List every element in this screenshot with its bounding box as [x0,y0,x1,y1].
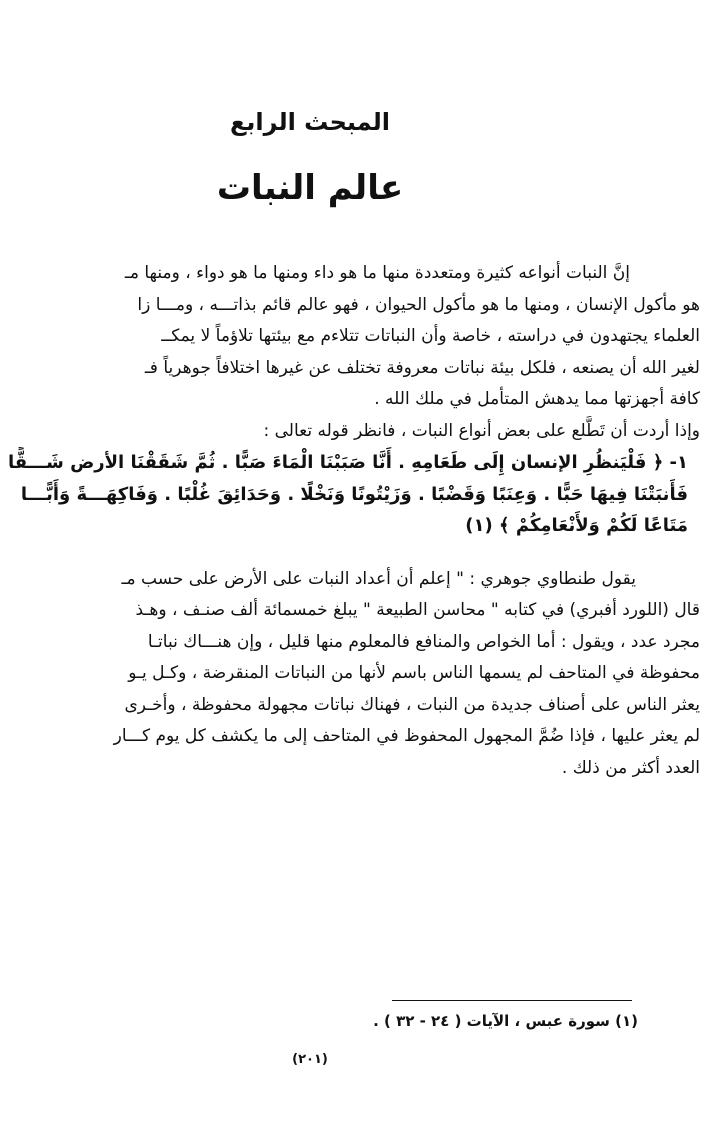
text-line: هو مأكول الإنسان ، ومنها ما هو مأكول الحيوان ، فهو عالم قائم بذاتـــه ، ومـــا زا [137,294,700,315]
text-line: العدد أكثر من ذلك . [561,757,700,778]
text-line: العلماء يجتهدون في دراسته ، خاصة وأن النباتات تتلاءم مع بيئتها تلاؤماً لا يمكــ [161,326,700,346]
chapter-title: عالم النبات [216,168,404,208]
footnote: (١) سورة عبس ، الآيات ( ٢٤ - ٣٢ ) . [373,1012,638,1030]
page-number: (٢٠١) [292,1052,328,1067]
text-line: كافة أجهزتها مما يدهش المتأمل في ملك الله . [374,389,700,409]
text-line: قال (اللورد أفبري) في كتابه " محاسن الطبيعة " يبلغ خمسمائة ألف صنـف ، وهـذ [135,600,700,620]
text-line: لم يعثر عليها ، فإذا ضُمَّ المجهول المحفوظ في المتاحف إلى ما يكشف كل يوم كـــار [113,726,700,746]
text-line: لغير الله أن يصنعه ، فلكل بيئة نباتات معروفة تختلف عن غيرها اختلافاً جوهرياً فـ [144,357,700,378]
text-line: يقول طنطاوي جوهري : " إعلم أن أعداد النبات على الأرض على حسب مـ [121,568,636,589]
text-line: وإذا أردت أن تَطَّلع على بعض أنواع النبات ، فانظر قوله تعالى : [263,420,700,441]
text-line: إنَّ النبات أنواعه كثيرة ومتعددة منها ما هو داء ومنها ما هو دواء ، ومنها مـ [124,263,630,283]
verse-line: ١- ﴿ فَلْيَنظُرِ الإنسان إِلَى طَعَامِهِ . أَنَّا صَبَبْنَا الْمَاءَ صَبًّا . ثُمَّ شَقَقْنَا الأرض شَـــقًّا [7,452,688,473]
verse-line: فَأَنبَتْنَا فِيهَا حَبًّا . وَعِنَبًا وَقَضْبًا . وَزَيْتُونًا وَنَخْلًا . وَحَدَائِقَ غُلْبًا . وَفَاكِهَـــةً وَأَبًّـــا [20,483,688,505]
body-text [0,258,700,784]
text-line: محفوظة في المتاحف لم يسمها الناس باسم لأنها من النباتات المنقرضة ، وكـل يـو [128,663,700,683]
text-line: مجرد عدد ، ويقول : أما الخواص والمنافع فالمعلوم منها قليل ، وإن هنـــاك نباتـا [147,631,700,652]
section-label: المبحث الرابع [230,108,390,136]
footnote-divider [392,1000,632,1001]
text-line: يعثر الناس على أصناف جديدة من النبات ، فهناك نباتات مجهولة محفوظة ، وأخـرى [124,694,700,715]
verse-line: مَتَاعًا لَكُمْ وَلأَنْعَامِكُمْ ﴾ (١) [465,515,688,536]
